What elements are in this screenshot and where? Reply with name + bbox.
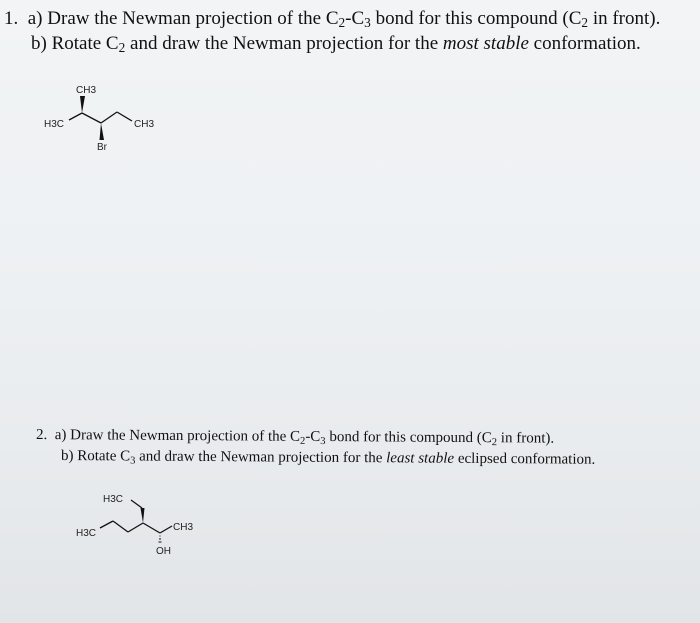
wedge-bond [80, 96, 85, 113]
part-label: a) [54, 427, 67, 444]
group-label-top: H3C [103, 494, 124, 505]
molecule-2 [100, 500, 172, 542]
emphasis: least stable [386, 450, 455, 467]
bond [101, 112, 117, 123]
text: -C [305, 428, 321, 445]
subscript: 3 [364, 15, 371, 30]
bond [128, 523, 143, 532]
text: and draw the Newman projection for the [125, 33, 443, 54]
wedge-bond [100, 123, 105, 140]
subscript: 2 [581, 15, 589, 30]
subscript: 2 [300, 435, 306, 447]
text: Rotate C [77, 448, 131, 465]
part-label: b) [31, 33, 47, 54]
part-label: b) [60, 448, 74, 465]
hash-bond [159, 536, 162, 542]
bond [100, 521, 113, 528]
group-label-left: H3C [76, 528, 97, 539]
subscript: 2 [118, 40, 126, 55]
bond [160, 526, 172, 533]
group-label-bottom: Br [97, 142, 107, 153]
group-label-bottom: OH [156, 546, 171, 557]
bond [143, 523, 160, 533]
group-label-right: CH3 [134, 119, 155, 130]
text: Draw the Newman projection of the C [47, 8, 339, 29]
text: -C [345, 8, 365, 29]
text: in front). [588, 8, 661, 29]
question-number: 1. [4, 8, 19, 29]
bond [69, 113, 82, 120]
text: bond for this compound (C [325, 429, 492, 447]
molecule-1 [69, 96, 132, 140]
text: Draw the Newman projection of the C [70, 427, 301, 445]
text: bond for this compound (C [370, 8, 582, 29]
subscript: 3 [130, 455, 136, 467]
bond [131, 500, 142, 508]
text: in front). [497, 430, 555, 447]
wedge-bond [141, 508, 145, 523]
text: eclipsed conformation. [454, 450, 596, 468]
bond [113, 521, 128, 532]
bond [117, 112, 132, 121]
text: and draw the Newman projection for the [135, 448, 387, 467]
emphasis: most stable [442, 33, 529, 54]
bond [82, 113, 101, 123]
group-label-right: CH3 [173, 522, 194, 533]
group-label-top: CH3 [76, 85, 97, 96]
subscript: 3 [320, 435, 326, 448]
subscript: 2 [491, 437, 498, 449]
part-label: a) [27, 8, 43, 29]
text: Rotate C [51, 33, 119, 54]
text: conformation. [528, 33, 641, 54]
group-label-left: H3C [44, 119, 65, 130]
subscript: 2 [338, 15, 346, 30]
question-number: 2. [35, 427, 48, 444]
